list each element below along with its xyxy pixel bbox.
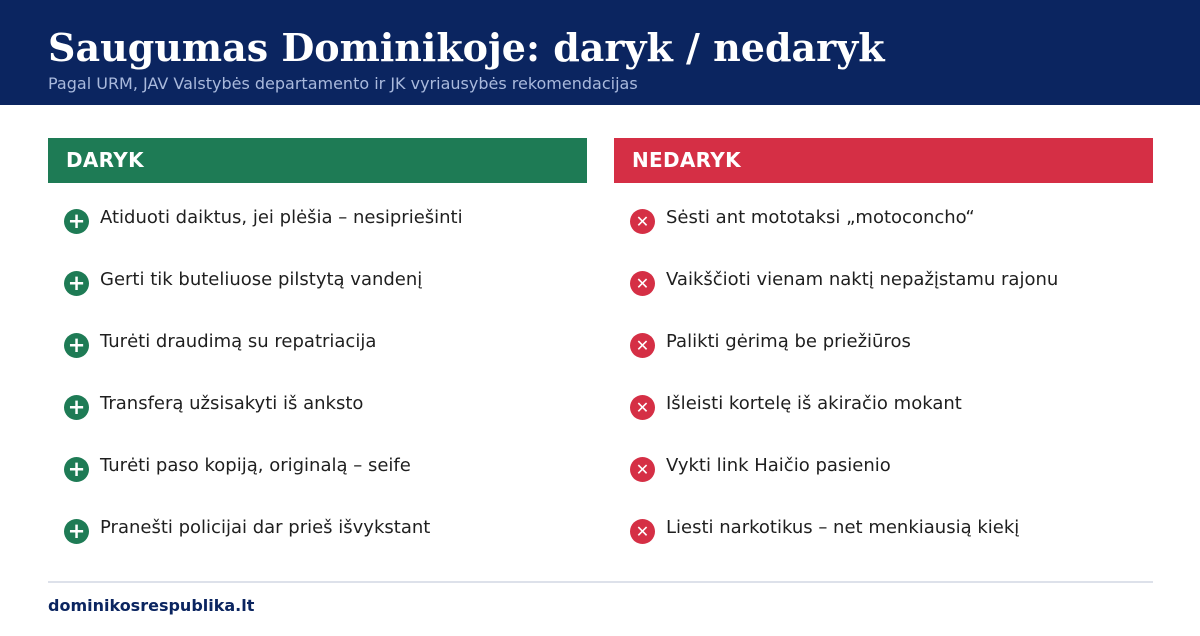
do-list-item	[64, 513, 584, 575]
dont-list-item	[630, 327, 1170, 389]
plus-icon: +	[64, 333, 89, 358]
cross-icon: ✕	[630, 333, 655, 358]
footer-divider	[48, 581, 1153, 583]
cross-icon: ✕	[630, 395, 655, 420]
cross-icon: ✕	[630, 519, 655, 544]
plus-icon: +	[64, 209, 89, 234]
do-list-item	[64, 203, 584, 265]
plus-icon: +	[64, 457, 89, 482]
plus-icon: +	[64, 395, 89, 420]
dont-list-item	[630, 265, 1170, 327]
do-list-item	[64, 451, 584, 513]
dont-item-text: Sėsti ant mototaksi „motoconcho“	[666, 207, 975, 228]
plus-icon: +	[64, 271, 89, 296]
do-list-item	[64, 389, 584, 451]
cross-icon: ✕	[630, 457, 655, 482]
dont-list-item	[630, 451, 1170, 513]
do-item-text: Turėti draudimą su repatriacija	[100, 331, 377, 352]
cross-icon: ✕	[630, 271, 655, 296]
dont-item-text: Išleisti kortelę iš akiračio mokant	[666, 393, 962, 414]
page-subtitle: Pagal URM, JAV Valstybės departamento ir JK vyriausybės rekomendacijas	[48, 74, 638, 93]
header-banner	[0, 0, 1200, 105]
do-item-text: Transferą užsisakyti iš anksto	[100, 393, 364, 414]
dont-item-text: Liesti narkotikus – net menkiausią kiekį	[666, 517, 1020, 538]
footer-site-link[interactable]: dominikosrespublika.lt	[48, 596, 255, 615]
do-list-item	[64, 327, 584, 389]
dont-item-text: Vykti link Haičio pasienio	[666, 455, 891, 476]
do-item-text: Gerti tik buteliuose pilstytą vandenį	[100, 269, 423, 290]
dont-list	[630, 203, 1170, 575]
do-item-text: Pranešti policijai dar prieš išvykstant	[100, 517, 431, 538]
dont-list-item	[630, 389, 1170, 451]
plus-icon: +	[64, 519, 89, 544]
dont-list-item	[630, 203, 1170, 265]
dont-item-text: Vaikščioti vienam naktį nepažįstamu rajonu	[666, 269, 1059, 290]
page-title: Saugumas Dominikoje: daryk / nedaryk	[48, 25, 885, 70]
dont-list-item	[630, 513, 1170, 575]
do-item-text: Atiduoti daiktus, jei plėšia – nesipriešinti	[100, 207, 463, 228]
do-list-item	[64, 265, 584, 327]
do-item-text: Turėti paso kopiją, originalą – seife	[100, 455, 411, 476]
dont-item-text: Palikti gėrimą be priežiūros	[666, 331, 911, 352]
dont-column-heading: NEDARYK	[614, 138, 1153, 183]
do-list	[64, 203, 584, 575]
cross-icon: ✕	[630, 209, 655, 234]
do-column-heading: DARYK	[48, 138, 587, 183]
